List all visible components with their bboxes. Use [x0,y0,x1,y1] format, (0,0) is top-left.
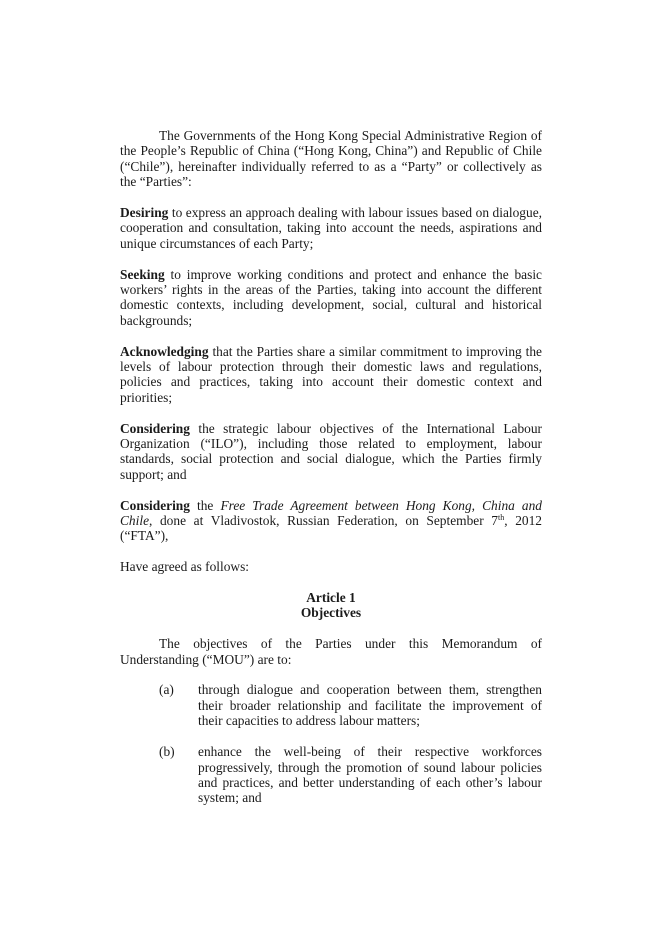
item-label: (b) [159,744,175,760]
clause-text-post: , 2012 (“FTA”), [120,513,542,544]
clause-desiring [120,205,542,251]
item-text: enhance the well-being of their respective workforces progressively, through the promotion of sound labour policies and practices, and better understanding of each other’s labour system; and [198,744,542,806]
clause-text-pre: the [189,497,221,513]
clause-considering-ilo [120,421,542,483]
agreed-statement: Have agreed as follows: [120,559,250,575]
ordinal-suffix: th [498,513,505,523]
article-intro: The objectives of the Parties under this Memorandum of Understanding (“MOU”) are to: [120,636,542,667]
clause-text: that the Parties share a similar commitment to improving the levels of labour protection through their domestic laws and regulations, policies and practices, taking into account their domestic context and priorities; [120,343,542,405]
clause-text: the strategic labour objectives of the International Labour Organization (“ILO”), including those related to employment, labour standards, social protection and social dialogue, which the Parties firmly support; and [120,420,542,482]
objective-item-a [120,682,542,728]
item-text: through dialogue and cooperation between them, strengthen their broader relationship and facilitate the improvement of their capacities to address labour matters; [198,682,542,729]
clause-lead: Desiring [120,205,169,221]
clause-acknowledging [120,344,542,406]
clause-lead: Considering [120,497,190,513]
clause-considering-fta [120,498,542,544]
preamble-intro: The Governments of the Hong Kong Special Administrative Region of the People’s Republic of China (“Hong Kong, China”) and Republic of Chile (“Chile”), hereinafter individually referred to as a “Party” or collectively as the “Parties”: [120,128,542,190]
document-page [120,128,542,806]
clause-text-mid: , done at Vladivostok, Russian Federation, on September 7 [149,513,498,529]
clause-seeking [120,267,542,329]
clause-text: to express an approach dealing with labour issues based on dialogue, cooperation and consultation, taking into account the needs, aspirations and unique circumstances of each Party; [120,205,542,251]
article-number: Article 1 [306,590,356,606]
clause-lead: Acknowledging [120,343,209,359]
objective-item-b [120,744,542,806]
clause-lead: Considering [120,420,190,436]
fta-title: Free Trade Agreement between Hong Kong, China and Chile [120,497,542,529]
item-label: (a) [159,682,174,698]
article-title: Objectives [300,605,362,621]
clause-lead: Seeking [120,266,165,282]
clause-text: to improve working conditions and protect and enhance the basic workers’ rights in the areas of the Parties, taking into account the different domestic contexts, including development, social, cultural and historical backgrounds; [120,266,542,328]
